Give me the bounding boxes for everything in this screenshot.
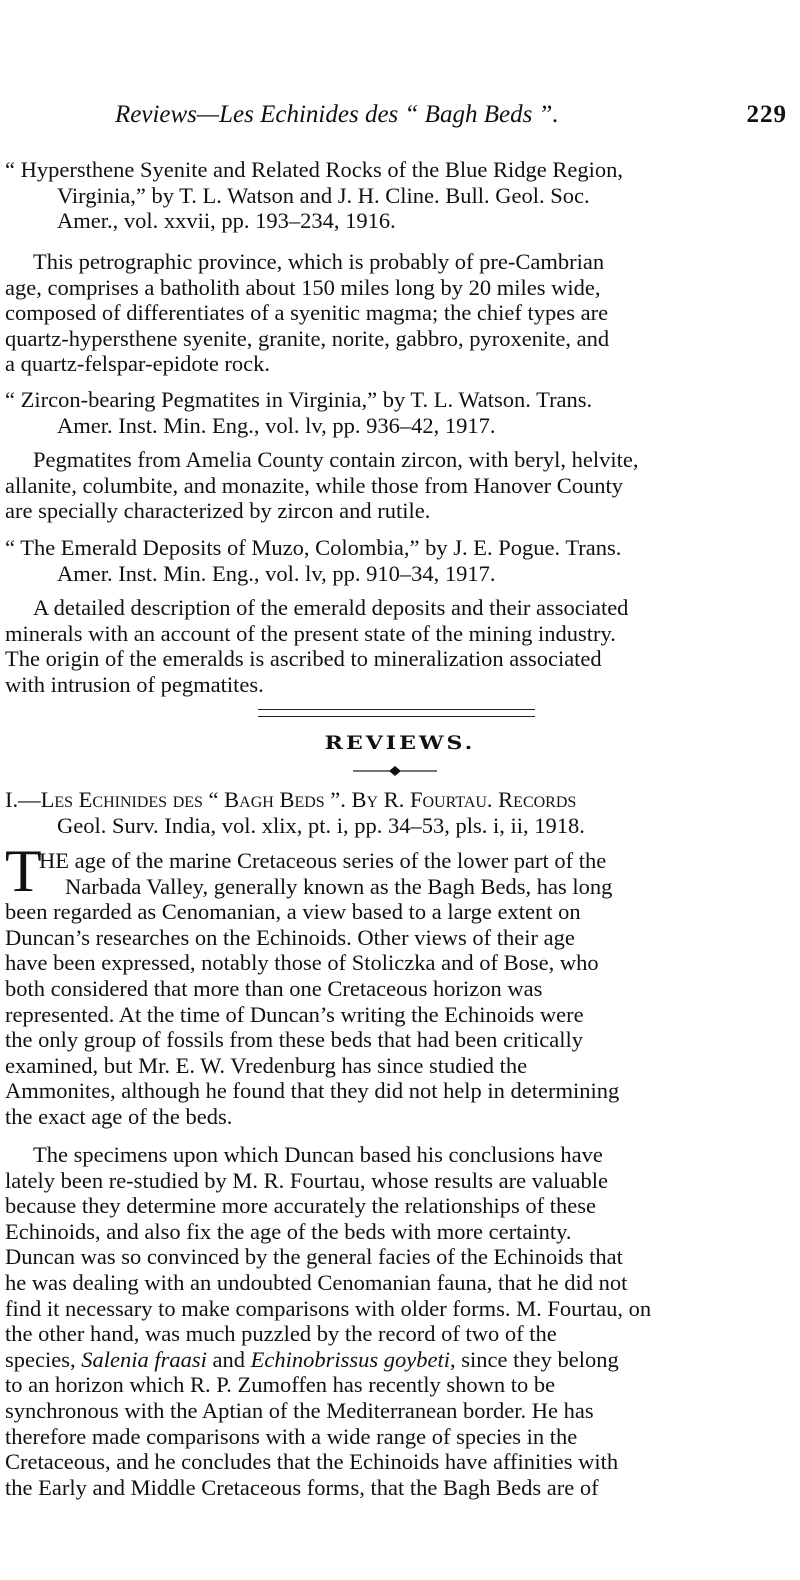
paragraph-line: Echinoids, and also fix the age of the beds with more certainty.: [5, 1218, 572, 1244]
citation-zircon-pegmatites: [5, 387, 787, 438]
paragraph-line: the exact age of the beds.: [5, 1103, 233, 1129]
citation-line: “ Zircon-bearing Pegmatites in Virginia,” by T. L. Watson. Trans.: [5, 387, 593, 412]
species-name: Echinobrissus goybeti: [250, 1346, 450, 1372]
paragraph-line: synchronous with the Aptian of the Mediterranean border. He has: [5, 1397, 594, 1423]
species-line: [5, 1347, 787, 1373]
citation-line: Amer., vol. xxvii, pp. 193–234, 1916.: [57, 208, 396, 234]
paragraph-line: find it necessary to make comparisons with older forms. M. Fourtau, on: [5, 1295, 652, 1321]
abstract-line: A detailed description of the emerald deposits and their associated: [33, 595, 629, 620]
citation-line: “ The Emerald Deposits of Muzo, Colombia,” by J. E. Pogue. Trans.: [5, 535, 622, 560]
paragraph-line: The specimens upon which Duncan based his conclusions have: [33, 1142, 603, 1167]
abstract-line: The origin of the emeralds is ascribed to mineralization associated: [5, 646, 602, 672]
paragraph-line: Duncan’s researches on the Echinoids. Other views of their age: [5, 924, 575, 950]
paragraph-line: therefore made comparisons with a wide range of species in the: [5, 1423, 578, 1449]
paragraph-line: Cretaceous, and he concludes that the Echinoids have affinities with: [5, 1449, 619, 1475]
citation-line: Amer. Inst. Min. Eng., vol. lv, pp. 936–42, 1917.: [57, 412, 496, 438]
drop-cap: T: [5, 838, 42, 904]
abstract-line: a quartz-felspar-epidote rock.: [5, 351, 271, 377]
species-line-before: species,: [5, 1346, 82, 1372]
abstract-hypersthene-syenite: [5, 249, 787, 377]
paragraph-line: to an horizon which R. P. Zumoffen has recently shown to be: [5, 1372, 556, 1398]
citation-line: Virginia,” by T. L. Watson and J. H. Cline. Bull. Geol. Soc.: [57, 182, 590, 208]
abstract-emerald-deposits: [5, 595, 787, 697]
paragraph-line: Ammonites, although he found that they did not help in determining: [5, 1078, 620, 1104]
paragraph-line: examined, but Mr. E. W. Vredenburg has since studied the: [5, 1052, 528, 1078]
citation-hypersthene-syenite: [5, 157, 787, 234]
citation-emerald-deposits: [5, 535, 787, 586]
section-title: REVIEWS.: [324, 731, 476, 755]
citation-line: Amer. Inst. Min. Eng., vol. lv, pp. 910–34, 1917.: [57, 560, 496, 586]
abstract-line: with intrusion of pegmatites.: [5, 671, 264, 697]
review-heading: [5, 787, 787, 838]
abstract-line: composed of differentiates of a syenitic magma; the chief types are: [5, 300, 609, 326]
abstract-line: This petrographic province, which is probably of pre-Cambrian: [33, 249, 605, 274]
running-head: [5, 100, 787, 130]
running-title: Reviews—Les Echinides des “ Bagh Beds ”.: [115, 101, 559, 128]
paragraph-line: Duncan was so convinced by the general facies of the Echinoids that: [5, 1244, 623, 1270]
abstract-line: allanite, columbite, and monazite, while those from Hanover County: [5, 472, 623, 498]
paragraph-line: Narbada Valley, generally known as the Bagh Beds, has long: [65, 873, 613, 899]
abstract-line: age, comprises a batholith about 150 miles long by 20 miles wide,: [5, 274, 601, 300]
species-line-middle: and: [206, 1346, 251, 1372]
review-paragraph-1: [5, 848, 787, 1130]
paragraph-line: both considered that more than one Cretaceous horizon was: [5, 975, 543, 1001]
review-paragraph-2: [5, 1142, 787, 1500]
citation-line: “ Hypersthene Syenite and Related Rocks of the Blue Ridge Region,: [5, 157, 623, 182]
abstract-zircon-pegmatites: [5, 447, 787, 524]
review-heading-line: Geol. Surv. India, vol. xlix, pt. i, pp. 34–53, pls. i, ii, 1918.: [57, 812, 585, 838]
paragraph-line: the only group of fossils from these beds that had been critically: [5, 1027, 583, 1053]
paragraph-line: been regarded as Cenomanian, a view based to a large extent on: [5, 899, 581, 925]
paragraph-line: the Early and Middle Cretaceous forms, that the Bagh Beds are of: [5, 1474, 599, 1500]
abstract-line: minerals with an account of the present state of the mining industry.: [5, 620, 616, 646]
paragraph-line: the other hand, was much puzzled by the record of two of the: [5, 1321, 557, 1347]
paragraph-line: because they determine more accurately the relationships of these: [5, 1193, 596, 1219]
paragraph-line: lately been re-studied by M. R. Fourtau, whose results are valuable: [5, 1167, 608, 1193]
section-divider-rule: [258, 716, 535, 717]
section-divider-rule: [258, 709, 535, 710]
paragraph-line: represented. At the time of Duncan’s writing the Echinoids were: [5, 1001, 584, 1027]
abstract-line: quartz-hypersthene syenite, granite, norite, gabbro, pyroxenite, and: [5, 325, 610, 351]
paragraph-line: HE age of the marine Cretaceous series of the lower part of the: [39, 848, 607, 873]
abstract-line: Pegmatites from Amelia County contain zircon, with beryl, helvite,: [33, 447, 639, 472]
species-name: Salenia fraasi: [81, 1346, 207, 1372]
species-line-after: , since they belong: [449, 1346, 619, 1372]
abstract-line: are specially characterized by zircon and rutile.: [5, 498, 431, 524]
page-number: 229: [746, 101, 787, 128]
paragraph-line: have been expressed, notably those of Stoliczka and of Bose, who: [5, 950, 599, 976]
diamond-ornament-icon: [353, 764, 437, 778]
review-heading-line: I.—Les Echinides des “ Bagh Beds ”. By R. Fourtau. Records: [5, 787, 577, 812]
paragraph-line: he was dealing with an undoubted Cenomanian fauna, that he did not: [5, 1269, 628, 1295]
